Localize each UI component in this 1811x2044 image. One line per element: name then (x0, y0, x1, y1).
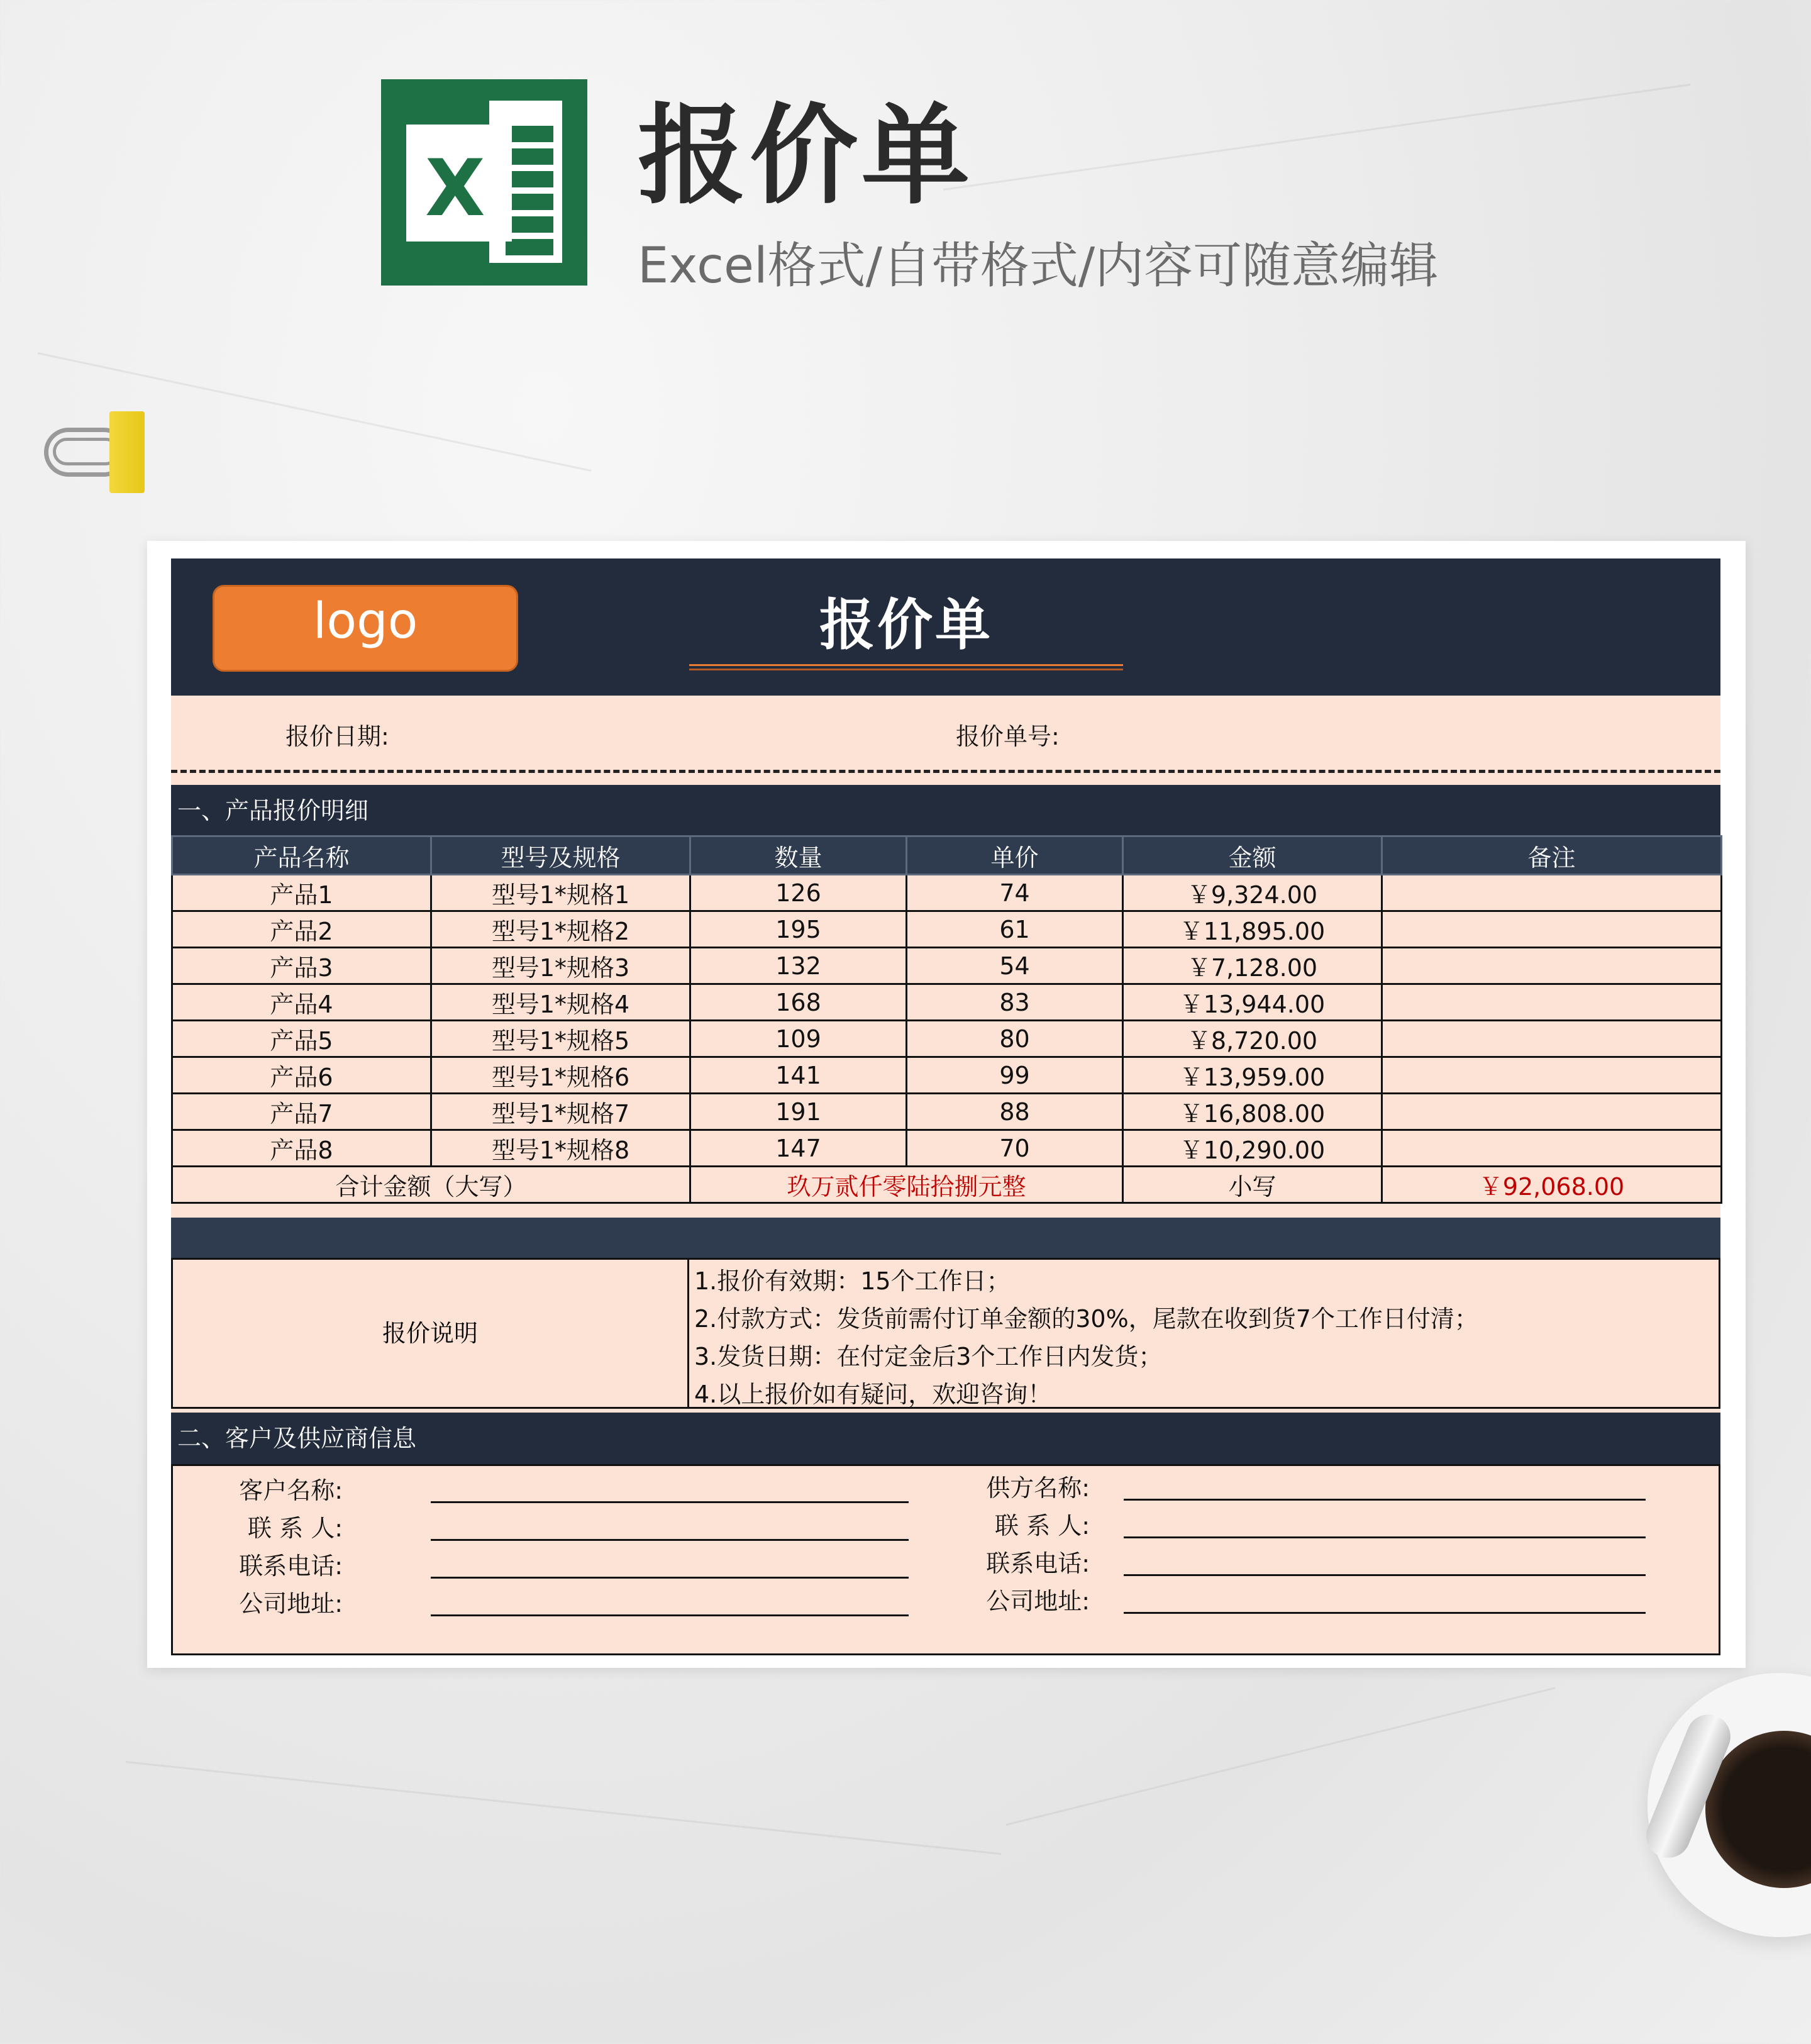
table-row (172, 1094, 1722, 1130)
product-name-cell[interactable]: 产品4 (172, 984, 431, 1021)
notes-line: 1.报价有效期：15个工作日； (694, 1267, 1011, 1295)
column-header: 型号及规格 (431, 836, 690, 875)
amount-cell[interactable]: ￥10,290.00 (1123, 1130, 1382, 1167)
table-header-row (172, 836, 1722, 875)
table-row (172, 1057, 1722, 1094)
note-cell[interactable] (1382, 1057, 1722, 1094)
notes-label: 报价说明 (171, 1258, 689, 1409)
amount-cell[interactable]: ￥9,324.00 (1123, 875, 1382, 911)
section-products-header: 一、产品报价明细 (171, 785, 1720, 836)
title-underline (689, 664, 1123, 666)
amount-cell[interactable]: ￥16,808.00 (1123, 1094, 1382, 1130)
logo-text: logo (313, 593, 418, 650)
field-label: 客户名称: (239, 1477, 343, 1504)
table-row (172, 911, 1722, 948)
product-name-cell[interactable]: 产品6 (172, 1057, 431, 1094)
amount-cell[interactable]: ￥8,720.00 (1123, 1021, 1382, 1057)
spec-cell[interactable]: 型号1*规格6 (431, 1057, 690, 1094)
banner-title: 报价单 (638, 92, 973, 219)
marble-texture (943, 84, 1691, 191)
marble-texture (1006, 1687, 1556, 1826)
table-row (172, 1021, 1722, 1057)
note-cell[interactable] (1382, 911, 1722, 948)
product-name-cell[interactable]: 产品1 (172, 875, 431, 911)
supplier-contact-input[interactable] (1124, 1536, 1646, 1538)
title-bar (171, 558, 1720, 696)
quotation-card (147, 541, 1746, 1668)
customer-contact-row (173, 1506, 928, 1541)
unit-price-cell[interactable]: 54 (907, 948, 1123, 984)
total-lowercase-amount[interactable]: ￥92,068.00 (1382, 1167, 1722, 1203)
supplier-phone-input[interactable] (1124, 1574, 1646, 1576)
quantity-cell[interactable]: 141 (690, 1057, 907, 1094)
quantity-cell[interactable]: 132 (690, 948, 907, 984)
spec-cell[interactable]: 型号1*规格2 (431, 911, 690, 948)
quote-date-label: 报价日期: (285, 723, 389, 750)
table-row (172, 875, 1722, 911)
spec-cell[interactable]: 型号1*规格3 (431, 948, 690, 984)
unit-price-cell[interactable]: 70 (907, 1130, 1123, 1167)
excel-letter: X (425, 143, 485, 234)
customer-contact-input[interactable] (431, 1539, 909, 1541)
customer-name-row (173, 1469, 928, 1504)
supplier-address-row (928, 1579, 1720, 1614)
customer-address-row (173, 1582, 928, 1617)
dashed-divider (171, 770, 1720, 773)
banner-subtitle: Excel格式/自带格式/内容可随意编辑 (638, 238, 1439, 294)
quantity-cell[interactable]: 191 (690, 1094, 907, 1130)
table-row (172, 1130, 1722, 1167)
field-label: 联 系 人: (248, 1514, 343, 1542)
supplier-phone-row (928, 1541, 1720, 1577)
unit-price-cell[interactable]: 99 (907, 1057, 1123, 1094)
binder-clip-icon (44, 409, 151, 497)
spec-cell[interactable]: 型号1*规格8 (431, 1130, 690, 1167)
notes-line: 3.发货日期：在付定金后3个工作日内发货； (694, 1343, 1163, 1370)
logo-placeholder[interactable] (213, 585, 518, 672)
supplier-address-input[interactable] (1124, 1612, 1646, 1614)
field-label: 联系电话: (986, 1550, 1090, 1577)
product-name-cell[interactable]: 产品7 (172, 1094, 431, 1130)
notes-body[interactable] (689, 1258, 1720, 1409)
notes-line: 4.以上报价如有疑问，欢迎咨询！ (694, 1380, 1052, 1408)
amount-cell[interactable]: ￥13,944.00 (1123, 984, 1382, 1021)
total-label: 合计金额（大写） (172, 1167, 690, 1203)
table-row (172, 984, 1722, 1021)
unit-price-cell[interactable]: 80 (907, 1021, 1123, 1057)
spec-cell[interactable]: 型号1*规格4 (431, 984, 690, 1021)
column-header: 备注 (1382, 836, 1722, 875)
note-cell[interactable] (1382, 1094, 1722, 1130)
quote-notes (171, 1258, 1720, 1413)
sheet-title: 报价单 (819, 592, 993, 657)
total-uppercase-amount[interactable]: 玖万贰仟零陆拾捌元整 (690, 1167, 1123, 1203)
column-header: 金额 (1123, 836, 1382, 875)
unit-price-cell[interactable]: 74 (907, 875, 1123, 911)
column-header: 产品名称 (172, 836, 431, 875)
field-label: 供方名称: (986, 1474, 1090, 1502)
unit-price-cell[interactable]: 88 (907, 1094, 1123, 1130)
product-name-cell[interactable]: 产品5 (172, 1021, 431, 1057)
product-name-cell[interactable]: 产品2 (172, 911, 431, 948)
unit-price-cell[interactable]: 61 (907, 911, 1123, 948)
amount-cell[interactable]: ￥13,959.00 (1123, 1057, 1382, 1094)
field-label: 联 系 人: (995, 1512, 1090, 1540)
spec-cell[interactable]: 型号1*规格5 (431, 1021, 690, 1057)
marble-texture (126, 1761, 1002, 1855)
field-label: 公司地址: (986, 1587, 1090, 1615)
spec-cell[interactable]: 型号1*规格1 (431, 875, 690, 911)
separator-bar (171, 1218, 1720, 1258)
quantity-cell[interactable]: 147 (690, 1130, 907, 1167)
column-header: 单价 (907, 836, 1123, 875)
column-header: 数量 (690, 836, 907, 875)
quotation-sheet (171, 558, 1720, 1655)
section-contacts-header: 二、客户及供应商信息 (171, 1413, 1720, 1464)
amount-cell[interactable]: ￥11,895.00 (1123, 911, 1382, 948)
quantity-cell[interactable]: 168 (690, 984, 907, 1021)
note-cell[interactable] (1382, 948, 1722, 984)
total-row (172, 1167, 1722, 1203)
note-cell[interactable] (1382, 984, 1722, 1021)
customer-name-input[interactable] (431, 1501, 909, 1503)
customer-phone-row (173, 1544, 928, 1579)
quote-info-row (171, 696, 1720, 774)
total-lowercase-label: 小写 (1123, 1167, 1382, 1203)
supplier-name-row (928, 1466, 1720, 1501)
spec-cell[interactable]: 型号1*规格7 (431, 1094, 690, 1130)
customer-address-input[interactable] (431, 1614, 909, 1616)
supplier-name-input[interactable] (1124, 1499, 1646, 1501)
unit-price-cell[interactable]: 83 (907, 984, 1123, 1021)
table-row (172, 948, 1722, 984)
amount-cell[interactable]: ￥7,128.00 (1123, 948, 1382, 984)
product-name-cell[interactable]: 产品8 (172, 1130, 431, 1167)
field-label: 公司地址: (239, 1590, 343, 1618)
customer-phone-input[interactable] (431, 1577, 909, 1579)
product-name-cell[interactable]: 产品3 (172, 948, 431, 984)
note-cell[interactable] (1382, 1130, 1722, 1167)
supplier-contact-row (928, 1504, 1720, 1539)
note-cell[interactable] (1382, 875, 1722, 911)
product-table (171, 835, 1722, 1204)
quantity-cell[interactable]: 109 (690, 1021, 907, 1057)
notes-line: 2.付款方式：发货前需付订单金额的30%，尾款在收到货7个工作日付清； (694, 1305, 1478, 1333)
contact-info-block (171, 1464, 1720, 1655)
field-label: 联系电话: (239, 1552, 343, 1580)
excel-icon (381, 79, 587, 286)
quantity-cell[interactable]: 126 (690, 875, 907, 911)
note-cell[interactable] (1382, 1021, 1722, 1057)
quantity-cell[interactable]: 195 (690, 911, 907, 948)
quote-number-label: 报价单号: (956, 723, 1060, 750)
